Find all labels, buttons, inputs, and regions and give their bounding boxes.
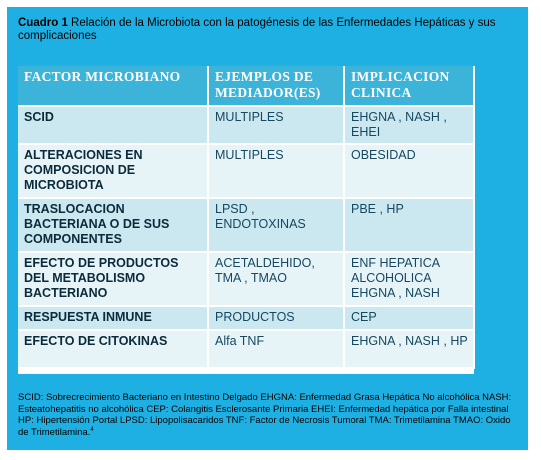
cell-factor: RESPUESTA INMUNE [18, 306, 208, 330]
table-row [18, 198, 474, 252]
cell-implication: OBESIDAD [344, 144, 474, 198]
cell-mediator: PRODUCTOS [208, 306, 344, 330]
caption-text: Relación de la Microbiota con la patogénesis de las Enfermedades Hepáticas y sus complicaciones [18, 17, 496, 42]
header-mediator: EJEMPLOS DE MEDIADOR(ES) [208, 66, 344, 106]
table-caption [18, 17, 518, 43]
table-row [18, 106, 474, 144]
cell-factor: SCID [18, 106, 208, 144]
reference-superscript: 4 [90, 426, 94, 433]
data-table-container [18, 66, 474, 374]
cell-implication: EHGNA , NASH , HP [344, 330, 474, 368]
cell-implication: PBE , HP [344, 198, 474, 252]
cell-mediator: MULTIPLES [208, 144, 344, 198]
cell-mediator: LPSD , ENDOTOXINAS [208, 198, 344, 252]
cell-mediator: Alfa TNF [208, 330, 344, 368]
caption-label: Cuadro 1 [18, 17, 68, 29]
cell-factor: EFECTO DE PRODUCTOS DEL METABOLISMO BACTERIANO [18, 252, 208, 306]
table-header-row [18, 66, 474, 106]
cell-mediator: ACETALDEHIDO, TMA , TMAO [208, 252, 344, 306]
cell-mediator: MULTIPLES [208, 106, 344, 144]
header-implication: IMPLICACION CLINICA [344, 66, 474, 106]
header-factor: FACTOR MICROBIANO [18, 66, 208, 106]
table-row [18, 252, 474, 306]
cell-factor: TRASLOCACION BACTERIANA O DE SUS COMPONENTES [18, 198, 208, 252]
table-footnote [18, 392, 520, 438]
table-row [18, 144, 474, 198]
data-table [18, 66, 475, 369]
cell-implication: ENF HEPATICA ALCOHOLICA EHGNA , NASH [344, 252, 474, 306]
table-frame [7, 7, 528, 450]
cell-factor: EFECTO DE CITOKINAS [18, 330, 208, 368]
cell-implication: EHGNA , NASH , EHEI [344, 106, 474, 144]
footnote-text: SCID: Sobrecrecimiento Bacteriano en Intestino Delgado EHGNA: Enfermedad Grasa Hepática No alcohólica NASH: Esteatohepatitis no alcohólica CEP: Colangitis Esclerosante Primaria EHEI: Enfermedad hepática por Falla intestinal HP: Hipertensión Portal LPSD: Lipopolisacaridos TNF: Factor de Necrosis Tumoral TMA: Trimetilamina TMAO: Oxido de Trimetilamina. [18, 392, 512, 438]
cell-factor: ALTERACIONES EN COMPOSICION DE MICROBIOTA [18, 144, 208, 198]
table-row [18, 330, 474, 368]
table-row [18, 306, 474, 330]
cell-implication: CEP [344, 306, 474, 330]
